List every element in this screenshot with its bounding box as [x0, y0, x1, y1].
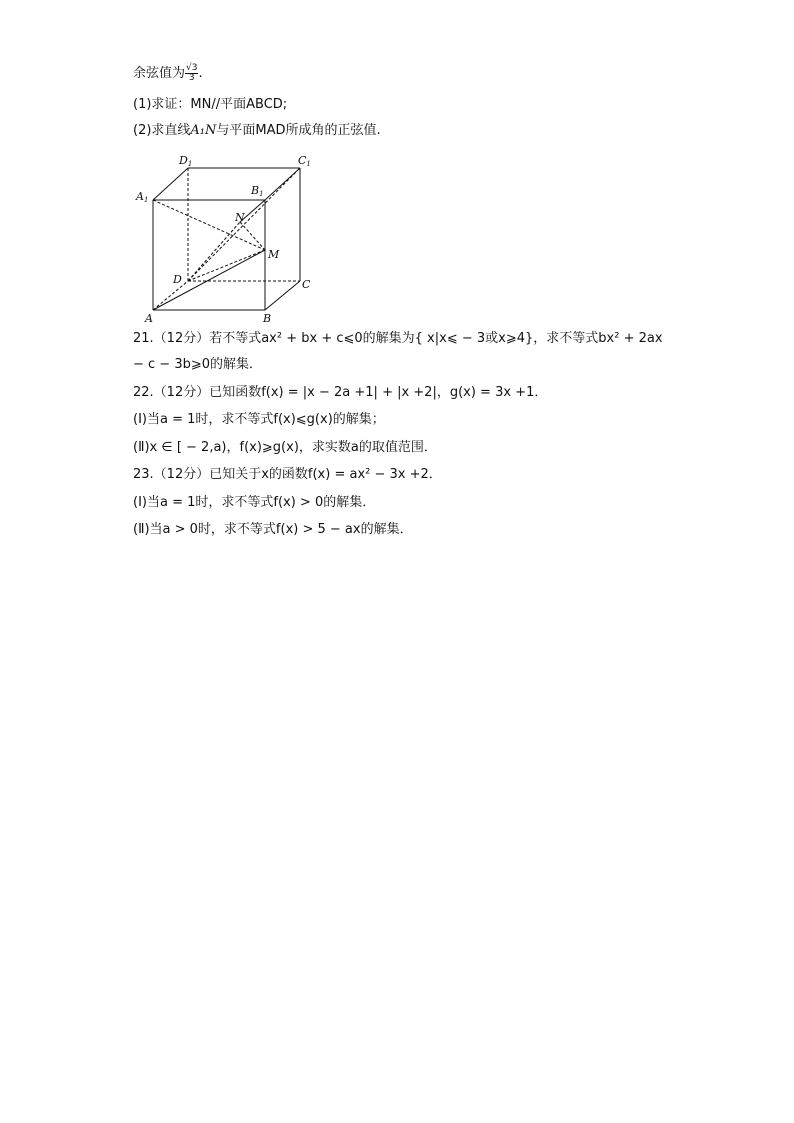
label-N: N: [235, 211, 245, 224]
cube-figure: [133, 150, 318, 325]
label-M: M: [268, 248, 280, 261]
hidden-segment-N-M: [240, 222, 265, 250]
intro-line: [133, 64, 203, 83]
edge-A1-D1: [153, 168, 188, 200]
q22-line2: (Ⅰ)当a = 1时，求不等式f(x)⩽g(x)的解集；: [133, 412, 385, 427]
q20-part2-line-name: A₁N: [190, 123, 217, 138]
q22-line1: 22.（12分）已知函数f(x) = |x − 2a +1| + |x +2|，g(x) = 3x +1．: [133, 385, 548, 400]
label-D: D: [173, 273, 182, 286]
hidden-segment-D-C1: [188, 168, 300, 281]
edge-B-C: [265, 281, 300, 310]
hidden-segment-D-M: [188, 250, 265, 281]
q20-part2-suffix: 与平面MAD所成角的正弦值.: [216, 123, 381, 138]
label-A1: A1: [136, 190, 149, 204]
label-A: A: [145, 312, 153, 325]
fraction-numerator: √3: [186, 63, 198, 73]
q22-line3: (Ⅱ)x ∈ [ − 2,a)，f(x)⩾g(x)，求实数a的取值范围．: [133, 440, 437, 455]
q23-line3: (Ⅱ)当a > 0时，求不等式f(x) > 5 − ax的解集．: [133, 522, 413, 537]
label-C1: C1: [298, 154, 311, 168]
q21-line2: − c − 3b⩾0的解集．: [133, 357, 263, 372]
label-D1: D1: [179, 154, 193, 168]
q20-part1: (1)求证：MN//平面ABCD;: [133, 97, 288, 112]
hidden-segment-D-N: [188, 222, 240, 281]
label-B: B: [263, 312, 272, 325]
q23-line2: (Ⅰ)当a = 1时，求不等式f(x) > 0的解集．: [133, 495, 376, 510]
q20-part2: [133, 122, 381, 140]
sqrt3-over-3-fraction: [185, 64, 198, 83]
intro-end: .: [198, 66, 203, 81]
fraction-denominator: 3: [188, 73, 195, 83]
intro-text: 余弦值为: [133, 66, 186, 81]
hidden-edge-A-D: [153, 281, 188, 310]
segment-A-M: [153, 250, 265, 310]
hidden-segment-A1-M: [153, 200, 265, 250]
q20-part2-prefix: (2)求直线: [133, 123, 191, 138]
label-B1: B1: [251, 184, 264, 198]
q23-line1: 23.（12分）已知关于x的函数f(x) = ax² − 3x +2．: [133, 467, 442, 482]
q21-line1: 21.（12分）若不等式ax² + bx + c⩽0的解集为{ x|x⩽ − 3或x⩾4}，求不等式bx² + 2ax: [133, 331, 663, 346]
label-C: C: [302, 278, 311, 291]
